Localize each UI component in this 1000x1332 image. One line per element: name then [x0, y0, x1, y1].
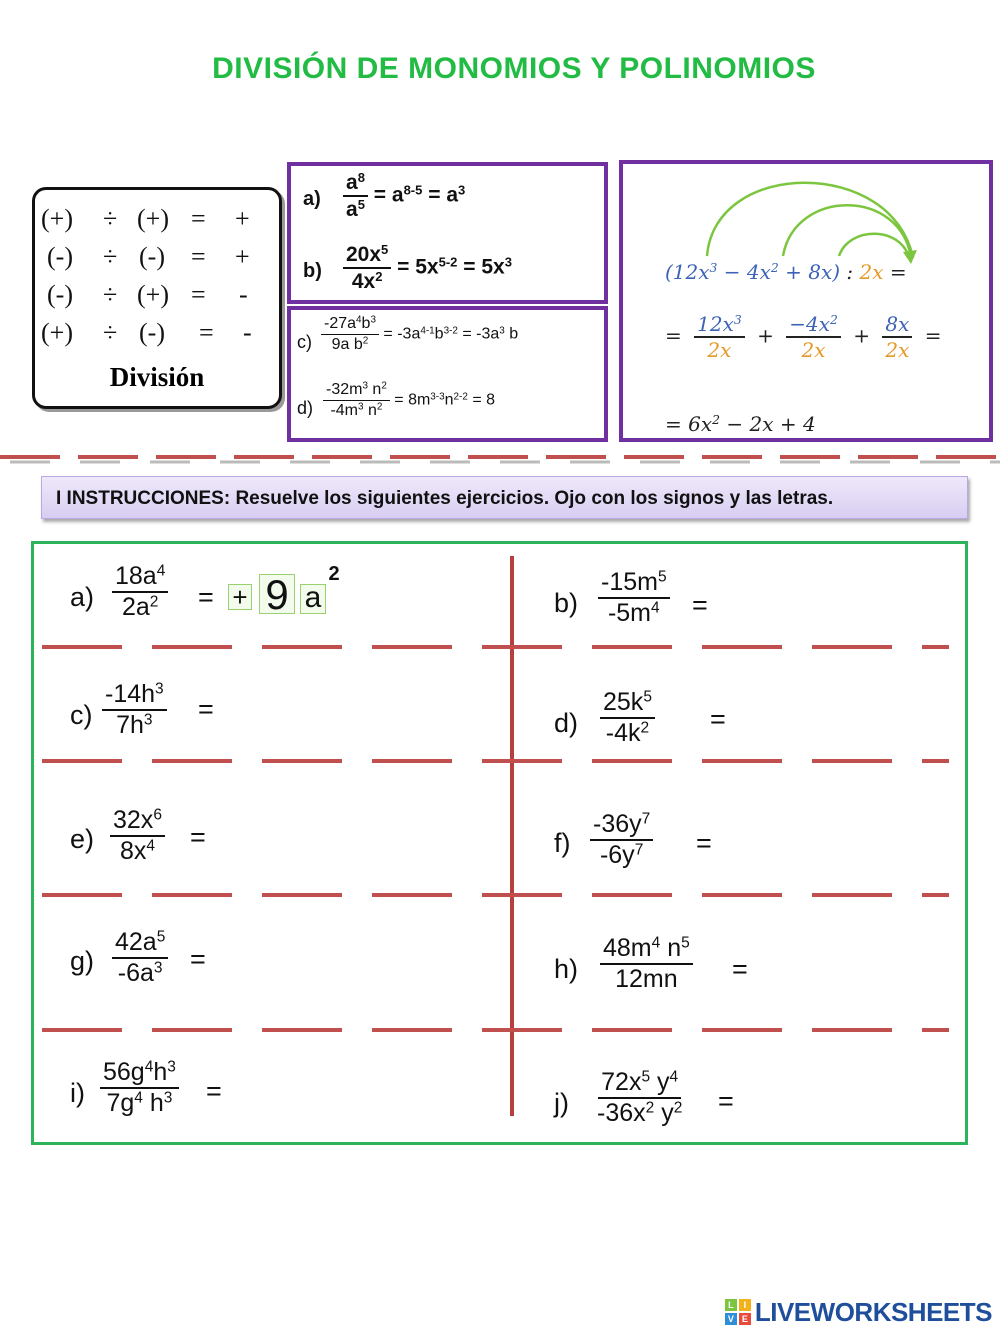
- sign-rule-row: [35, 204, 279, 242]
- sign-operand: (-): [139, 242, 165, 271]
- divide-symbol: ÷: [103, 242, 118, 271]
- equals-symbol: =: [199, 318, 214, 347]
- answer-variable-input[interactable]: a: [300, 584, 326, 614]
- polynomial-line-1: $(12x^3 - 4x^2 + 8x)$ : 2x =: [665, 260, 907, 284]
- divide-symbol: ÷: [103, 280, 118, 309]
- example-d-expression: $\frac{-32m^3 n^2}{-4m^3 n^2}$ = $8m^{3-3}n^{2-2} = 8$: [323, 382, 495, 419]
- sign-operand: (+): [137, 280, 169, 309]
- exercise-label: b): [554, 588, 579, 618]
- sign-rule-row: [35, 280, 279, 318]
- divide-symbol: ÷: [103, 318, 118, 347]
- answer-exponent-input[interactable]: 2: [328, 563, 340, 585]
- exercise-label: j): [554, 1088, 569, 1118]
- example-d-fraction: $\frac{-32m^3 n^2}{-4m^3 n^2}$: [323, 382, 390, 419]
- example-label: c): [297, 332, 312, 352]
- section-divider: [0, 452, 1000, 466]
- exercise-a-fraction: $\frac{18a^4}{2a^2}$: [112, 564, 168, 620]
- exercise-grid-lines: [34, 544, 965, 1142]
- exercise-c-fraction: $\frac{-14h^3}{7h^3}$: [102, 682, 167, 738]
- example-c-fraction: $\frac{-27a^4b^3}{9a b^2}$: [321, 316, 379, 353]
- instructions-banner: I INSTRUCCIONES: Resuelve los siguientes ejercicios. Ojo con los signos y las letras.: [41, 476, 968, 519]
- exercise-j-fraction: $\frac{72x^5 y^4}{-36x^2 y^2}$: [597, 1068, 683, 1127]
- exercise-label: f): [554, 828, 571, 858]
- sign-operand: (+): [137, 204, 169, 233]
- poly-term-fraction: $\frac{-4x^2}{2x}$: [786, 314, 841, 360]
- equals-sign: =: [732, 954, 748, 984]
- example-a-expression: $\frac{a^8}{a^5}$ = $a^{8-5} = a^3$: [343, 172, 465, 220]
- exercise-f-fraction: $\frac{-36y^7}{-6y^7}$: [590, 812, 653, 868]
- equals-sign: =: [198, 582, 214, 612]
- sign-operand: (-): [139, 318, 165, 347]
- equals-symbol: =: [191, 242, 206, 271]
- exercise-label: d): [554, 708, 579, 738]
- examples-ab-box: [287, 162, 608, 304]
- polynomial-example-box: [619, 160, 993, 442]
- example-b-fraction: $\frac{20x^5}{4x^2}$: [343, 244, 391, 292]
- exercise-label: i): [70, 1078, 85, 1108]
- equals-symbol: =: [191, 204, 206, 233]
- division-arrows: [623, 164, 989, 438]
- answer-sign-input[interactable]: +: [228, 584, 252, 610]
- example-label: a): [303, 188, 321, 210]
- exercise-d-fraction: $\frac{25k^5}{-4k^2}$: [600, 690, 655, 746]
- equals-sign: =: [692, 590, 708, 620]
- sign-operand: (+): [41, 318, 73, 347]
- example-label: b): [303, 260, 322, 282]
- exercise-i-fraction: $\frac{56g^4h^3}{7g^4 h^3}$: [100, 1060, 179, 1116]
- equals-sign: =: [206, 1076, 222, 1106]
- exercise-label: g): [70, 946, 95, 976]
- brand-name: LIVEWORKSHEETS: [754, 1296, 992, 1327]
- example-b-expression: $\frac{20x^5}{4x^2}$ = $5x^{5-2} = 5x^3$: [343, 244, 512, 292]
- sign-result: -: [243, 318, 252, 347]
- equals-sign: =: [718, 1086, 734, 1116]
- arrow-curve: [839, 234, 909, 258]
- poly-term-fraction: $\frac{12x^3}{2x}$: [694, 314, 745, 360]
- poly-term-fraction: $\frac{8x}{2x}$: [882, 314, 912, 360]
- polynomial-line-3: = $6x^2 - 2x + 4$: [665, 412, 816, 436]
- answer-coefficient-input[interactable]: 9: [259, 574, 295, 614]
- example-a-fraction: $\frac{a^8}{a^5}$: [343, 172, 368, 220]
- exercise-label: e): [70, 824, 95, 854]
- sign-operand: (+): [41, 204, 73, 233]
- exercise-label: c): [70, 700, 93, 730]
- sign-operand: (-): [47, 242, 73, 271]
- exercise-label: h): [554, 954, 579, 984]
- exercise-b-fraction: $\frac{-15m^5}{-5m^4}$: [598, 570, 670, 626]
- equals-sign: =: [696, 828, 712, 858]
- equals-sign: =: [190, 944, 206, 974]
- polynomial-line-2: = $\frac{12x^3}{2x}$ + $\frac{-4x^2}{2x}$ + $\frac{8x}{2x}$ =: [665, 312, 942, 362]
- example-c-expression: $\frac{-27a^4b^3}{9a b^2}$ = $-3a^{4-1}b^{3-2} = -3a^3$ b: [321, 316, 518, 353]
- exercise-e-fraction: $\frac{32x^6}{8x^4}$: [110, 808, 165, 864]
- sign-rule-row: [35, 242, 279, 280]
- equals-symbol: =: [191, 280, 206, 309]
- examples-cd-box: [287, 306, 608, 442]
- arrow-curve: [783, 205, 911, 258]
- exercise-label: a): [70, 582, 95, 612]
- logo-grid-icon: L I V E: [725, 1299, 751, 1325]
- exercise-g-fraction: $\frac{42a^5}{-6a^3}$: [112, 930, 168, 986]
- exercises-panel: [31, 541, 968, 1145]
- example-label: d): [297, 398, 314, 418]
- sign-result: +: [235, 204, 250, 233]
- equals-sign: =: [190, 822, 206, 852]
- liveworksheets-logo: [725, 1296, 992, 1328]
- divide-symbol: ÷: [103, 204, 118, 233]
- sign-rules-box: [32, 187, 282, 409]
- sign-result: -: [239, 280, 248, 309]
- sign-rule-row: [35, 318, 279, 356]
- exercise-h-fraction: $\frac{48m^4 n^5}{12mn}$: [600, 936, 693, 992]
- sign-operand: (-): [47, 280, 73, 309]
- equals-sign: =: [198, 694, 214, 724]
- page-title: DIVISIÓN DE MONOMIOS Y POLINOMIOS: [212, 52, 816, 85]
- equals-sign: =: [710, 704, 726, 734]
- sign-result: +: [235, 242, 250, 271]
- arrow-curve: [707, 183, 913, 258]
- sign-rules-caption: División: [109, 362, 205, 392]
